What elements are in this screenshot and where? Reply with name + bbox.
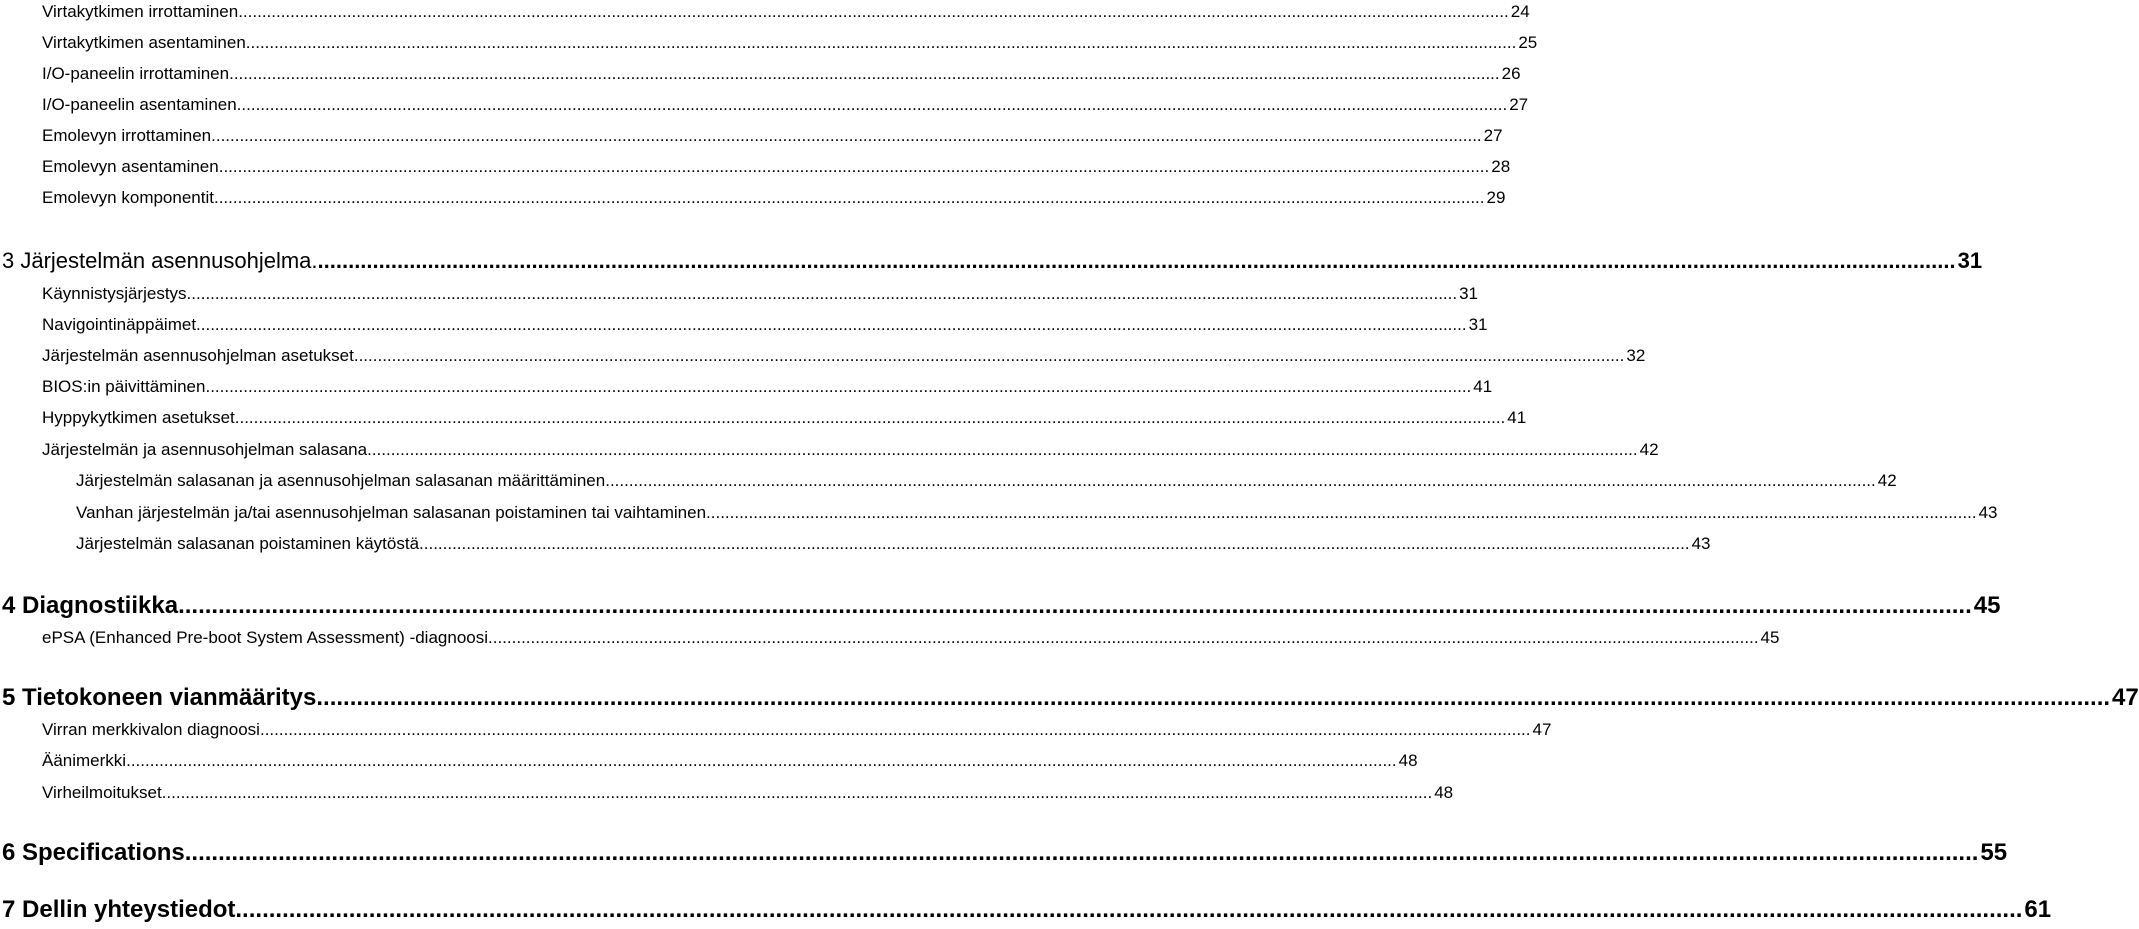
toc-subentry-page: 43 [1691,534,1711,553]
dot-leader: ............................................................................................................................................................................................................................................................................ [233,64,1500,83]
dot-leader: ............................................................................................................................................................................................................................................................................ [264,720,1531,739]
toc-entry-title: ePSA (Enhanced Pre-boot System Assessment) -diagnoosi. [42,628,493,647]
toc-entry-page: 31 [1459,284,1479,303]
toc-chapter-page: 47 [2112,684,2139,711]
dot-leader: ............................................................................................................................................................................................................................................................................ [191,839,1979,866]
toc-entry[interactable] [42,126,1503,146]
toc-entry-title: Navigointinäppäimet. [42,315,201,334]
toc-entry-title: I/O-paneelin irrottaminen. [42,64,234,83]
toc-entry-title: Emolevyn irrottaminen. [42,126,216,145]
toc-entry-page: 28 [1491,157,1511,176]
toc-chapter[interactable] [2,684,2139,712]
toc-entry-page: 41 [1507,408,1527,427]
dot-leader: ............................................................................................................................................................................................................................................................................ [223,157,1490,176]
dot-leader: ............................................................................................................................................................................................................................................................................ [250,33,1517,52]
dot-leader: ............................................................................................................................................................................................................................................................................ [184,592,1972,619]
dot-leader: ............................................................................................................................................................................................................................................................................ [323,684,2111,711]
toc-entry-title: Emolevyn asentaminen. [42,157,224,176]
toc-entry-page: 45 [1760,628,1780,647]
toc-chapter[interactable] [2,896,2052,924]
toc-entry-title: Virtakytkimen asentaminen. [42,33,251,52]
toc-entry[interactable] [42,440,1659,460]
dot-leader: ............................................................................................................................................................................................................................................................................ [371,440,1638,459]
toc-entry-title: Hyppykytkimen asetukset. [42,408,240,427]
toc-entry[interactable] [42,95,1529,115]
dot-leader: ............................................................................................................................................................................................................................................................................ [423,534,1690,553]
toc-chapter[interactable] [2,839,2008,867]
dot-leader: ............................................................................................................................................................................................................................................................................ [239,408,1506,427]
toc-entry-page: 48 [1434,783,1454,802]
toc-entry-page: 24 [1510,2,1530,21]
toc-entry-title: Virheilmoitukset. [42,783,167,802]
toc-entry-title: Virtakytkimen irrottaminen. [42,2,243,21]
dot-leader: ............................................................................................................................................................................................................................................................................ [218,188,1485,207]
toc-entry[interactable] [42,188,1506,208]
toc-subentry-page: 43 [1978,503,1998,522]
dot-leader: ............................................................................................................................................................................................................................................................................ [609,471,1876,490]
toc-subentry[interactable] [76,534,1711,554]
toc-chapter-title: 3 Järjestelmän asennusohjelma. [2,248,318,273]
toc-entry[interactable] [42,2,1530,22]
toc-entry-page: 47 [1532,720,1552,739]
dot-leader: ............................................................................................................................................................................................................................................................................ [241,95,1508,114]
toc-chapter[interactable] [2,592,2001,620]
toc-entry-page: 41 [1473,377,1493,396]
toc-subentry[interactable] [76,471,1897,491]
dot-leader: ............................................................................................................................................................................................................................................................................ [358,346,1625,365]
toc-chapter-page: 55 [1980,839,2008,866]
dot-leader: ............................................................................................................................................................................................................................................................................ [235,896,2023,923]
dot-leader: ............................................................................................................................................................................................................................................................................ [317,248,1956,273]
toc-entry[interactable] [42,720,1552,740]
toc-subentry[interactable] [76,503,1998,523]
toc-entry-title: Virran merkkivalon diagnoosi. [42,720,265,739]
toc-entry-page: 29 [1486,188,1506,207]
toc-entry-page: 48 [1398,751,1418,770]
dot-leader: ............................................................................................................................................................................................................................................................................ [242,2,1509,21]
dot-leader: ............................................................................................................................................................................................................................................................................ [205,377,1472,396]
toc-subentry-title: Järjestelmän salasanan ja asennusohjelman salasanan määrittäminen. [76,471,610,490]
toc-entry[interactable] [42,783,1454,803]
toc-chapter-title: 5 Tietokoneen vianmääritys. [2,684,324,711]
toc-chapter-page: 31 [1957,248,1983,273]
toc-entry[interactable] [42,346,1646,366]
toc-entry[interactable] [42,157,1511,177]
toc-entry-page: 26 [1501,64,1521,83]
toc-chapter-title: 6 Specifications. [2,839,192,866]
toc-chapter-page: 45 [1973,592,2001,619]
toc-entry[interactable] [42,33,1538,53]
dot-leader: ............................................................................................................................................................................................................................................................................ [191,284,1458,303]
toc-entry-page: 31 [1468,315,1488,334]
toc-entry[interactable] [42,628,1780,648]
toc-chapter-title: 4 Diagnostiikka. [2,592,185,619]
toc-entry[interactable] [42,377,1493,397]
toc-entry[interactable] [42,751,1418,771]
toc-entry-title: I/O-paneelin asentaminen. [42,95,242,114]
toc-entry-title: Järjestelmän ja asennusohjelman salasana. [42,440,372,459]
dot-leader: ............................................................................................................................................................................................................................................................................ [710,503,1977,522]
toc-entry[interactable] [42,315,1488,335]
toc-entry-page: 42 [1639,440,1659,459]
toc-entry[interactable] [42,284,1479,304]
toc-chapter-title: 7 Dellin yhteystiedot [2,896,236,923]
toc-subentry-title: Järjestelmän salasanan poistaminen käytöstä. [76,534,424,553]
toc-entry-title: BIOS:in päivittäminen [42,377,206,396]
toc-entry[interactable] [42,408,1527,428]
toc-entry-page: 25 [1518,33,1538,52]
toc-subentry-title: Vanhan järjestelmän ja/tai asennusohjelman salasanan poistaminen tai vaihtaminen. [76,503,711,522]
toc-entry-page: 27 [1509,95,1529,114]
toc-entry[interactable] [42,64,1521,84]
toc-chapter-page: 61 [2024,896,2052,923]
dot-leader: ............................................................................................................................................................................................................................................................................ [200,315,1467,334]
toc-subentry-page: 42 [1877,471,1897,490]
toc-entry-page: 27 [1483,126,1503,145]
toc-entry-page: 32 [1626,346,1646,365]
toc-entry-title: Emolevyn komponentit. [42,188,219,207]
dot-leader: ............................................................................................................................................................................................................................................................................ [492,628,1759,647]
dot-leader: ............................................................................................................................................................................................................................................................................ [166,783,1433,802]
toc-entry-title: Käynnistysjärjestys. [42,284,192,303]
toc-entry-title: Äänimerkki. [42,751,131,770]
toc-chapter[interactable] [2,248,1983,274]
dot-leader: ............................................................................................................................................................................................................................................................................ [215,126,1482,145]
dot-leader: ............................................................................................................................................................................................................................................................................ [130,751,1397,770]
toc-entry-title: Järjestelmän asennusohjelman asetukset. [42,346,359,365]
